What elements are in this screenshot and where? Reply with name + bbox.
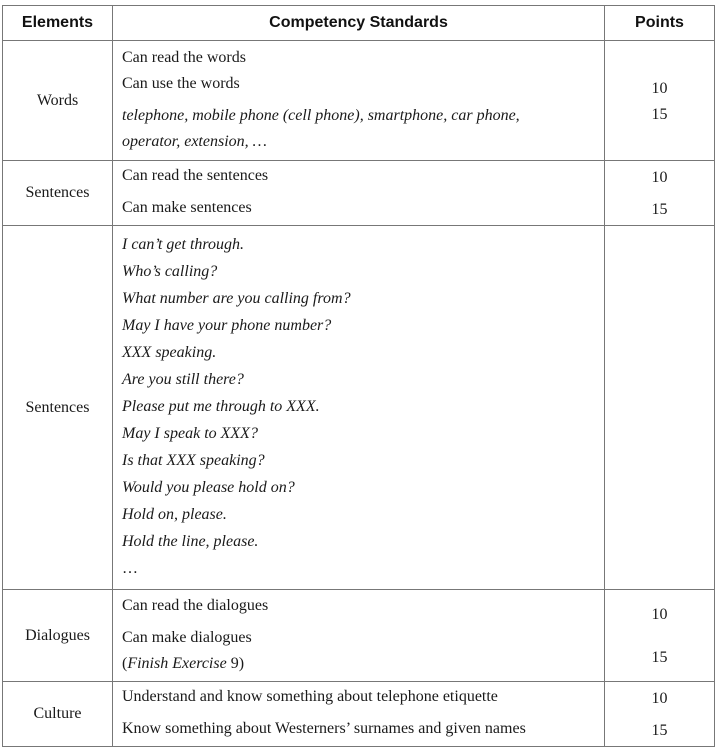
points-value: 15 [651, 105, 668, 123]
table-row-words [3, 41, 715, 161]
points-value: 10 [651, 169, 668, 186]
standards-cell [113, 41, 605, 161]
standards-cell [113, 161, 605, 226]
competency-table [2, 5, 715, 747]
exercise-note [122, 651, 604, 677]
standard-line: Understand and know something about telephone etiquette [122, 688, 498, 705]
exercise-label: Finish Exercise [127, 654, 227, 672]
header-points: Points [605, 6, 715, 41]
example-sentence: Would you please hold on? [122, 479, 295, 496]
standards-cell [113, 590, 605, 682]
open-paren: ( [122, 654, 128, 672]
standard-line: Can make dialogues [122, 628, 252, 646]
element-cell: Dialogues [3, 590, 113, 682]
vocab-line: operator, extension, … [122, 132, 267, 150]
header-row [3, 6, 715, 41]
standard-line: Can read the sentences [122, 167, 269, 184]
standard-line: Know something about Westerners’ surnames and given names [122, 720, 526, 737]
example-sentence: XXX speaking. [122, 344, 217, 361]
table-row-dialogues [3, 590, 715, 682]
example-sentence: Are you still there? [122, 371, 244, 388]
element-cell: Culture [3, 682, 113, 747]
standards-cell [113, 226, 605, 590]
standard-line: Can make sentences [122, 199, 252, 216]
example-sentence: May I have your phone number? [122, 317, 332, 334]
table-row-culture [3, 682, 715, 747]
exercise-number: 9) [226, 654, 245, 672]
element-cell: Sentences [3, 226, 113, 590]
element-cell: Words [3, 41, 113, 161]
example-sentence: Who’s calling? [122, 263, 218, 280]
points-cell [605, 682, 715, 747]
table-row-sentence-examples [3, 226, 715, 590]
example-sentence: Is that XXX speaking? [122, 452, 265, 469]
points-cell [605, 590, 715, 682]
header-elements: Elements [3, 6, 113, 41]
example-sentence: Please put me through to XXX. [122, 398, 320, 415]
points-cell [605, 161, 715, 226]
points-cell [605, 226, 715, 590]
example-sentence: Hold the line, please. [122, 533, 259, 550]
points-value: 10 [651, 690, 668, 707]
standards-cell [113, 682, 605, 747]
ellipsis: … [122, 560, 138, 577]
vocab-line: telephone, mobile phone (cell phone), smartphone, car phone, [122, 106, 520, 124]
points-value: 10 [651, 606, 668, 623]
example-sentence: What number are you calling from? [122, 290, 351, 307]
points-value: 15 [651, 649, 668, 666]
points-value: 15 [651, 201, 668, 218]
standard-line: Can use the words [122, 74, 240, 92]
example-sentence: I can’t get through. [122, 236, 245, 253]
example-sentence: May I speak to XXX? [122, 425, 258, 442]
points-cell [605, 41, 715, 161]
points-value: 15 [651, 722, 668, 739]
standard-line: Can read the dialogues [122, 596, 269, 614]
table-row-sentences [3, 161, 715, 226]
points-value: 10 [651, 79, 668, 97]
standard-line: Can read the words [122, 48, 246, 66]
example-sentence: Hold on, please. [122, 506, 227, 523]
element-cell: Sentences [3, 161, 113, 226]
header-standards: Competency Standards [113, 6, 605, 41]
